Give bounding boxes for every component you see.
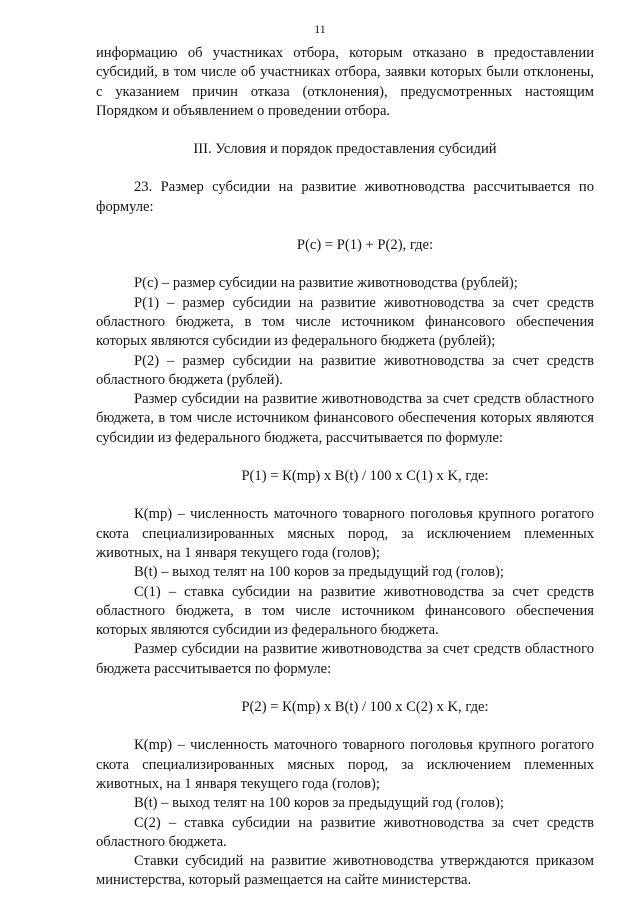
page-number: 11 [314, 22, 326, 36]
formula-r2: Р(2) = К(mp) x В(t) / 100 x С(2) x K, где: [241, 699, 489, 716]
formula-r1: Р(1) = К(mp) x В(t) / 100 x С(1) x K, где: [241, 468, 489, 485]
definition-c1: С(1) – ставка субсидии на развитие животноводства за счет средств областного бюджета, в том числе источником финансового обеспечения которых являются субсидии из федерального бюджета. [96, 583, 594, 639]
paragraph-clause-23: 23. Размер субсидии на развитие животноводства рассчитывается по формуле: [96, 179, 594, 215]
definition-c2: С(2) – ставка субсидии на развитие животноводства за счет средств областного бюджета. [96, 814, 594, 850]
definition-kmp-2: К(mp) – численность маточного товарного поголовья крупного рогатого скота специализированных мясных пород, за исключением племенных животных, на 1 января текущего года (голов); [96, 737, 594, 792]
definition-kmp-1: К(mp) – численность маточного товарного поголовья крупного рогатого скота специализированных мясных пород, за исключением племенных животных, на 1 января текущего года (голов); [96, 506, 594, 561]
paragraph-r1-intro: Размер субсидии на развитие животноводства за счет средств областного бюджета, в том числе источником финансового обеспечения которых являются субсидии из федерального бюджета, рассчитывается по формуле: [96, 391, 594, 446]
paragraph-continuation: информацию об участниках отбора, которым отказано в предоставлении субсидий, в том числе об участниках отбора, заявки которых были отклонены, с указанием причин отказа (отклонения), предусмотренных настоящим Порядком и объявлением о проведении отбора. [96, 45, 594, 119]
definition-r2: Р(2) – размер субсидии на развитие животноводства за счет средств областного бюджета (рублей). [96, 352, 594, 388]
formula-total: Р(с) = Р(1) + Р(2), где: [296, 237, 434, 254]
definition-r1: Р(1) – размер субсидии на развитие животноводства за счет средств областного бюджета, в том числе источником финансового обеспечения которых являются субсидии из федерального бюджета (рублей); [96, 294, 594, 350]
document-body [96, 44, 594, 891]
definition-rc: Р(с) – размер субсидии на развитие животноводства (рублей); [134, 275, 518, 292]
paragraph-rates: Ставки субсидий на развитие животноводства утверждаются приказом министерства, который размещается на сайте министерства. [96, 853, 594, 889]
definition-bt-1: В(t) – выход телят на 100 коров за предыдущий год (голов); [134, 564, 504, 581]
definition-bt-2: В(t) – выход телят на 100 коров за предыдущий год (голов); [134, 795, 504, 812]
section-heading: III. Условия и порядок предоставления субсидий [193, 141, 497, 158]
paragraph-r2-intro: Размер субсидии на развитие животноводства за счет средств областного бюджета рассчитывается по формуле: [96, 641, 594, 677]
